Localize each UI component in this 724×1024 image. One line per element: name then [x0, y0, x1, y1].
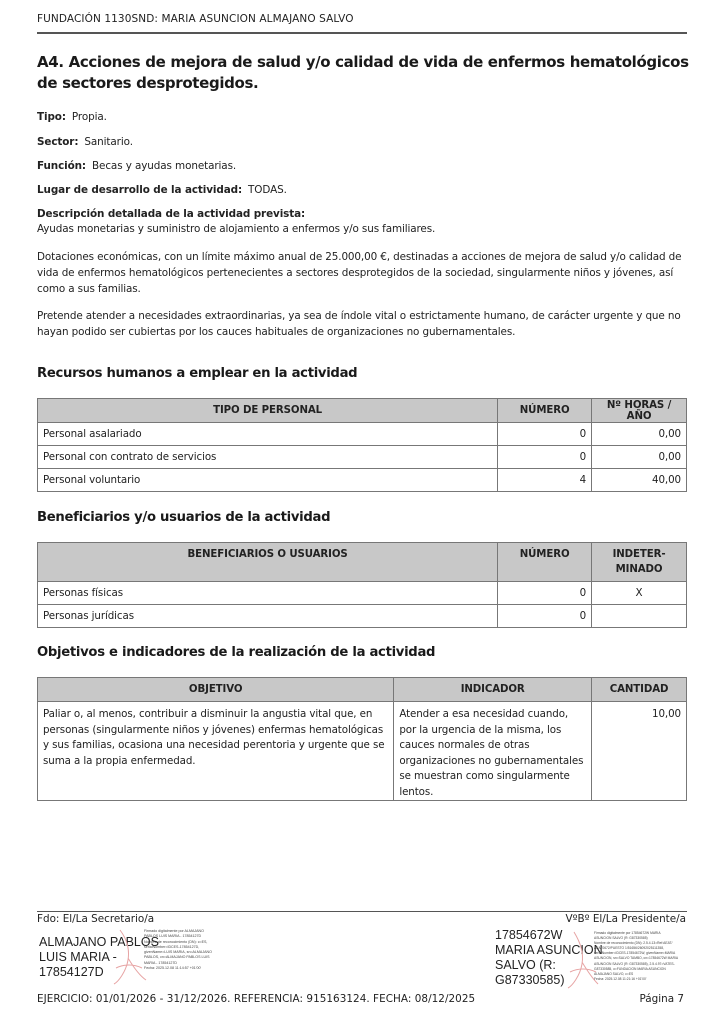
field-tipo — [37, 111, 107, 123]
signature-detail-line: ASUNCION, sn=SALVO TAMBO, cn=17854672W MARIA — [594, 956, 679, 961]
field-label: Función: — [37, 160, 86, 172]
field-funcion — [37, 160, 236, 172]
signature-details — [144, 929, 212, 971]
column-header: BENEFICIARIOS O USUARIOS — [38, 543, 498, 582]
signer-name-line: 17854127D — [39, 965, 104, 979]
cell-undetermined: X — [592, 582, 687, 605]
table-row — [38, 702, 687, 801]
cell-hours: 40,00 — [592, 469, 687, 492]
column-header: CANTIDAD — [592, 678, 687, 702]
description-label: Descripción detallada de la actividad prevista: — [37, 208, 306, 220]
signature-detail-line: MARIA - 17854127D — [144, 960, 177, 965]
field-label: Sector: — [37, 136, 79, 148]
column-header-line: INDETER- — [612, 549, 666, 560]
column-header: OBJETIVO — [38, 678, 394, 702]
cell-number: 0 — [498, 605, 592, 628]
cell-number: 0 — [498, 423, 592, 446]
cell-undetermined — [592, 605, 687, 628]
column-header: TIPO DE PERSONAL — [38, 399, 498, 423]
field-label: Tipo: — [37, 111, 66, 123]
signature-detail-line: serialNumber=IDCES-17854127D, — [144, 944, 200, 949]
secretary-sign-label: Fdo: El/La Secretario/a — [37, 913, 155, 925]
table-header-row — [38, 543, 687, 582]
page-number: Página 7 — [639, 993, 684, 1005]
table-row — [38, 446, 687, 469]
signature-detail-line: ALMAJANO SALVO, c=ES — [594, 971, 634, 976]
column-header: Nº HORAS / AÑO — [592, 399, 687, 423]
table-row — [38, 469, 687, 492]
description-paragraph-1: Ayudas monetarias y suministro de alojamiento a enfermos y/o sus familiares. — [37, 223, 436, 235]
signature-detail-line: ASUNCION SALVO (R: G87330585), 2.5.4.97=VATES- — [594, 961, 675, 966]
cell-hours: 0,00 — [592, 423, 687, 446]
cell-type: Personal asalariado — [38, 423, 498, 446]
footer-reference: EJERCICIO: 01/01/2026 - 31/12/2026. REFERENCIA: 915163124. FECHA: 08/12/2025 — [37, 993, 476, 1005]
signature-detail-line: Nombre de reconocimiento (DN): c=ES, — [144, 939, 208, 944]
cell-indicator: Atender a esa necesidad cuando, por la urgencia de la misma, los cauces normales de otras organizaciones no gubernamentales se muestran como singularmente lentos. — [394, 702, 592, 801]
signer-name-line: SALVO (R: — [495, 958, 556, 972]
field-label: Lugar de desarrollo de la actividad: — [37, 184, 243, 196]
description-paragraph-2: Dotaciones económicas, con un límite máximo anual de 25.000,00 €, destinadas a acciones de mejora de salud y/o calidad de vida de enfermos hematológicos pertenecientes a sectores desprotegidos de la sociedad, singularmente niños y jóvenes, así como a sus familias. — [37, 251, 682, 296]
table-header-row — [38, 678, 687, 702]
header-divider — [37, 32, 687, 34]
table-header-row — [38, 399, 687, 423]
table-row — [38, 423, 687, 446]
signature-detail-line: Fecha: 2025.12.08 11:14:57 +01'00' — [144, 966, 202, 971]
page-header: FUNDACIÓN 1130SND: MARIA ASUNCION ALMAJANO SALVO — [37, 13, 354, 25]
footer-divider — [37, 911, 687, 912]
column-header: NÚMERO — [498, 399, 592, 423]
signer-name-line: G87330585) — [495, 973, 565, 987]
activity-title: A4. Acciones de mejora de salud y/o calidad de vida de enfermos hematológicos de sectores desprotegidos. — [37, 53, 689, 92]
cell-number: 4 — [498, 469, 592, 492]
field-value: Becas y ayudas monetarias. — [92, 160, 237, 172]
cell-quantity: 10,00 — [592, 702, 687, 801]
signer-name-line: 17854672W — [495, 928, 563, 942]
column-header: NÚMERO — [498, 543, 592, 582]
signature-detail-line: AEAT0672/PUESTO 1/51656/26092025111358, — [594, 946, 664, 951]
column-header-undetermined — [592, 543, 687, 582]
digital-signature-mark-icon — [108, 928, 148, 986]
cell-type: Personas físicas — [38, 582, 498, 605]
signer-name-line: LUIS MARIA - — [39, 950, 117, 964]
signature-detail-line: Firmado digitalmente por 17854672W MARIA — [594, 931, 661, 935]
signature-detail-line: Nombre de reconocimiento (DN): 2.5.4.13=Ref:AEAT/ — [594, 941, 673, 946]
cell-number: 0 — [498, 446, 592, 469]
signature-detail-line: serialNumber=IDCES-17854672W, givenName=MARIA — [594, 951, 676, 956]
field-sector — [37, 136, 133, 148]
signature-detail-line: givenName=LUIS MARIA, sn=ALMAJANO — [144, 950, 212, 955]
signature-details — [594, 931, 678, 982]
cell-hours: 0,00 — [592, 446, 687, 469]
field-value: Propia. — [71, 111, 107, 123]
cell-type: Personas jurídicas — [38, 605, 498, 628]
beneficiaries-table — [37, 542, 687, 628]
cell-number: 0 — [498, 582, 592, 605]
field-value: Sanitario. — [84, 136, 133, 148]
beneficiaries-title: Beneficiarios y/o usuarios de la actividad — [37, 510, 331, 525]
objectives-table — [37, 677, 687, 801]
president-sign-label: VºBº El/La Presidente/a — [565, 913, 686, 925]
column-header-line: MINADO — [615, 564, 663, 575]
cell-type: Personal voluntario — [38, 469, 498, 492]
human-resources-table — [37, 398, 687, 492]
field-lugar — [37, 184, 287, 196]
column-header: INDICADOR — [394, 678, 592, 702]
signature-detail-line: Fecha: 2025.12.08 11:21:16 +01'00' — [594, 976, 647, 981]
signer-name-line: ALMAJANO PABLOS — [39, 935, 159, 949]
signature-detail-line: Firmado digitalmente por ALMAJANO — [144, 929, 204, 933]
signer-name-line: MARIA ASUNCION — [495, 943, 603, 957]
signature-detail-line: PABLOS, cn=ALMAJANO PABLOS LUIS — [144, 955, 210, 960]
field-value: TODAS. — [248, 184, 287, 196]
human-resources-title: Recursos humanos a emplear en la actividad — [37, 366, 358, 381]
table-row — [38, 605, 687, 628]
objectives-title: Objetivos e indicadores de la realización de la actividad — [37, 645, 436, 660]
cell-objective: Paliar o, al menos, contribuir a disminuir la angustia vital que, en personas (singularmente niños y jóvenes) enfermas hematológicas y sus familias, ocasiona una necesidad perentoria y urgente que se suma a la propia enfermedad. — [38, 702, 394, 801]
cell-type: Personal con contrato de servicios — [38, 446, 498, 469]
signature-detail-line: ASUNCION SALVO (R: G87330585) — [594, 936, 648, 941]
table-row — [38, 582, 687, 605]
description-paragraph-3: Pretende atender a necesidades extraordinarias, ya sea de índole vital o estrictamente humano, de carácter urgente y que no hayan podido ser cubiertas por los cauces habituales de organizaciones no gubernamentales. — [37, 310, 681, 339]
signature-detail-line: PABLOS LUIS MARIA - 17854127D — [144, 934, 202, 939]
signature-detail-line: G87330585, o=FUNDACION MARIA ASUNCION — [594, 966, 666, 971]
